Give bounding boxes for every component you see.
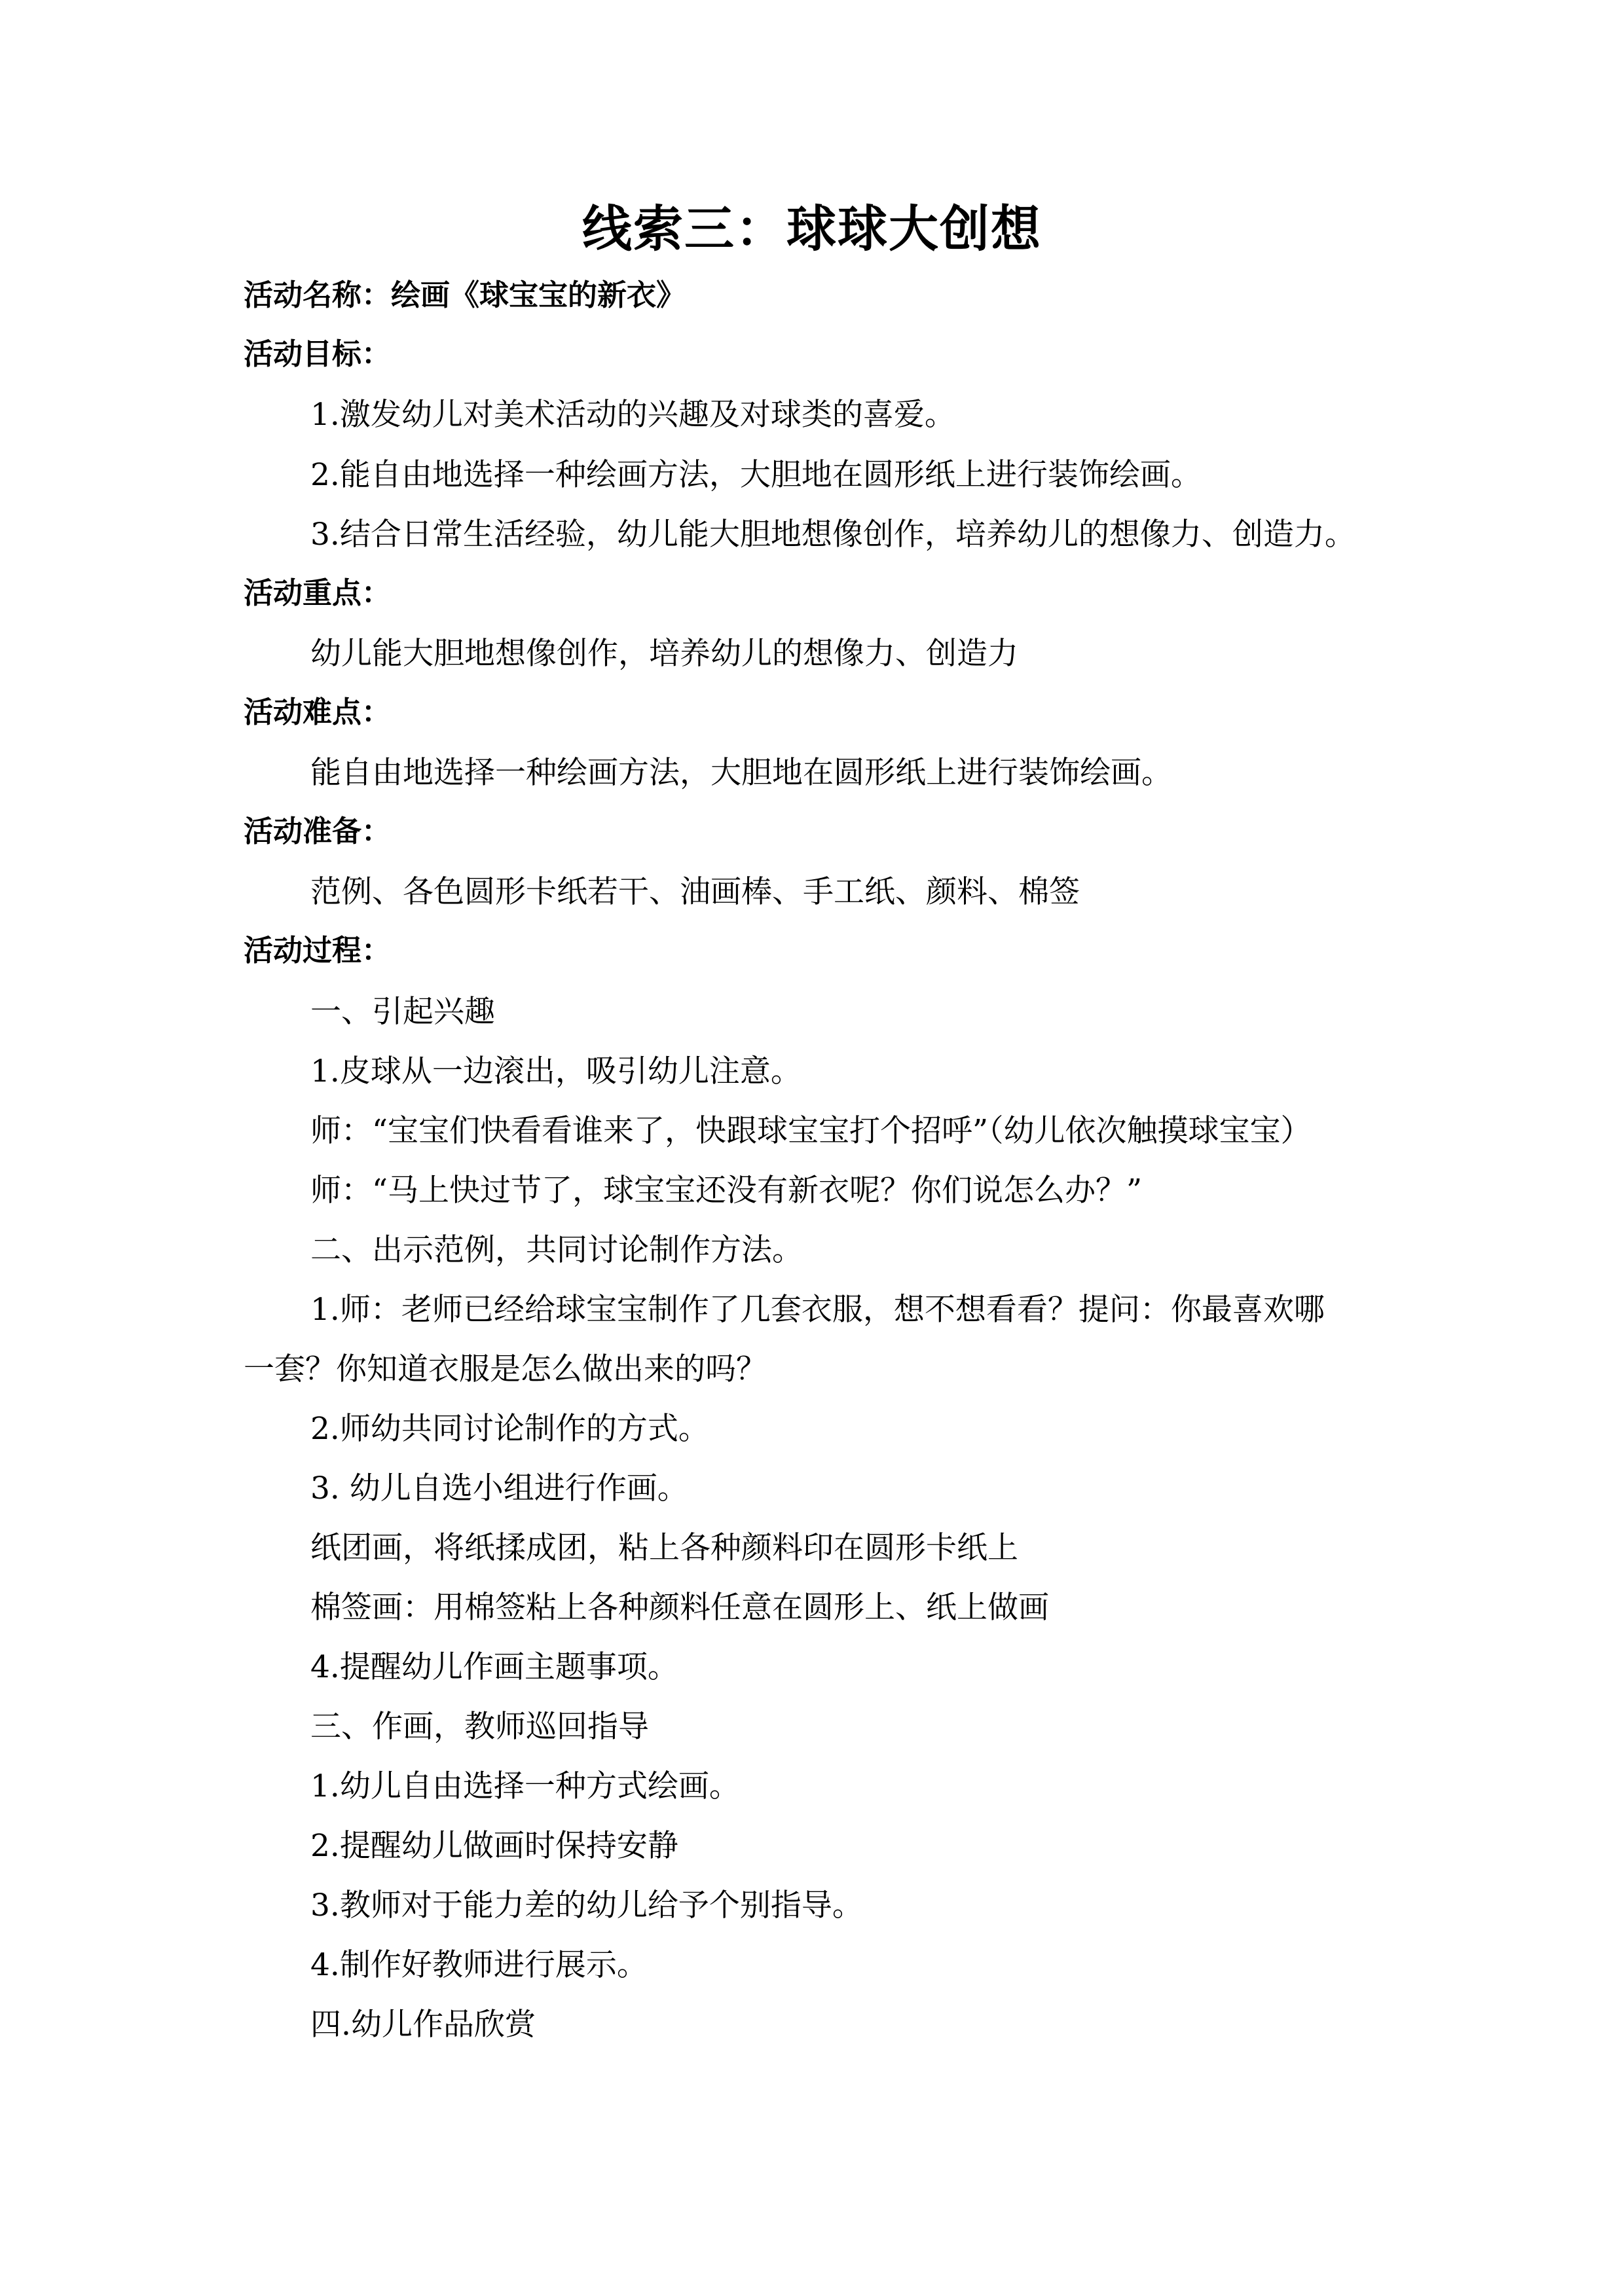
- process-line: 2.师幼共同讨论制作的方式。: [310, 1411, 709, 1447]
- process-line: 师：“宝宝们快看看谁来了，快跟球宝宝打个招呼”（幼儿依次触摸球宝宝）: [310, 1113, 1312, 1149]
- goals-heading: 活动目标：: [244, 337, 392, 371]
- process-heading: 活动过程：: [244, 933, 392, 968]
- goal-item: 1.激发幼儿对美术活动的兴趣及对球类的喜爱。: [310, 397, 955, 433]
- process-line: 2.提醒幼儿做画时保持安静: [310, 1828, 678, 1864]
- process-line: 四.幼儿作品欣赏: [310, 2007, 536, 2043]
- process-line: 纸团画，将纸揉成团，粘上各种颜料印在圆形卡纸上: [310, 1530, 1018, 1566]
- key-point-text: 幼儿能大胆地想像创作，培养幼儿的想像力、创造力: [310, 636, 1018, 672]
- process-line: 棉签画：用棉签粘上各种颜料任意在圆形上、纸上做画: [310, 1590, 1049, 1626]
- activity-name-value: 绘画《球宝宝的新衣》: [391, 278, 686, 312]
- process-line: 一、引起兴趣: [310, 994, 495, 1030]
- goal-item: 3.结合日常生活经验，幼儿能大胆地想像创作，培养幼儿的想像力、创造力。: [310, 517, 1356, 553]
- preparation-text: 范例、各色圆形卡纸若干、油画棒、手工纸、颜料、棉签: [310, 874, 1080, 910]
- process-line: 二、出示范例，共同讨论制作方法。: [310, 1232, 803, 1268]
- difficulty-heading: 活动难点：: [244, 695, 392, 729]
- preparation-heading: 活动准备：: [244, 814, 392, 848]
- process-line: 1.幼儿自由选择一种方式绘画。: [310, 1768, 740, 1804]
- document-title: 线索三：球球大创想: [582, 200, 1042, 258]
- difficulty-text: 能自由地选择一种绘画方法，大胆地在圆形纸上进行装饰绘画。: [310, 755, 1172, 791]
- process-line: 三、作画，教师巡回指导: [310, 1709, 649, 1745]
- process-line: 1.师：老师已经给球宝宝制作了几套衣服，想不想看看？提问：你最喜欢哪: [310, 1292, 1325, 1328]
- goal-item: 2.能自由地选择一种绘画方法，大胆地在圆形纸上进行装饰绘画。: [310, 457, 1202, 493]
- process-line: 4.制作好教师进行展示。: [310, 1947, 648, 1983]
- activity-name-label: 活动名称：: [244, 278, 392, 312]
- process-line-continuation: 一套？你知道衣服是怎么做出来的吗？: [244, 1351, 767, 1387]
- process-line: 3.教师对于能力差的幼儿给予个别指导。: [310, 1887, 863, 1923]
- activity-name-line: [244, 276, 686, 315]
- key-point-heading: 活动重点：: [244, 575, 392, 610]
- process-line: 师：“马上快过节了，球宝宝还没有新衣呢？你们说怎么办？”: [310, 1173, 1143, 1209]
- process-line: 1.皮球从一边滚出，吸引幼儿注意。: [310, 1053, 802, 1089]
- process-line: 4.提醒幼儿作画主题事项。: [310, 1649, 678, 1685]
- process-line: 3. 幼儿自选小组进行作画。: [310, 1470, 688, 1506]
